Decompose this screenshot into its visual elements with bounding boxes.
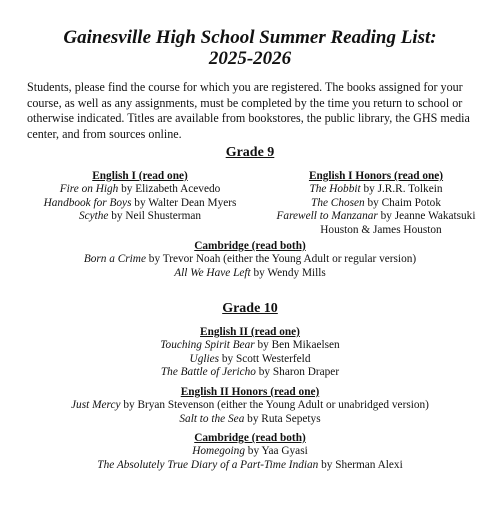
book-entry: Just Mercy by Bryan Stevenson (either the Young Adult or unabridged version) xyxy=(71,399,429,412)
book-entry: All We Have Left by Wendy Mills xyxy=(174,266,326,279)
book-entry: The Absolutely True Diary of a Part-Time Indian by Sherman Alexi xyxy=(97,458,403,471)
book-entry-continued: Houston & James Houston xyxy=(320,223,442,236)
english-2-honors-section xyxy=(0,386,500,426)
section-title: Cambridge (read both) xyxy=(194,240,306,252)
page-title: Gainesville High School Summer Reading List: xyxy=(63,27,437,48)
english-1-section xyxy=(20,170,260,224)
section-title: English I Honors (read one) xyxy=(308,170,444,182)
grade-10-heading: Grade 10 xyxy=(222,301,278,316)
book-entry: Fire on High by Elizabeth Acevedo xyxy=(59,183,221,196)
book-entry: The Battle of Jericho by Sharon Draper xyxy=(160,366,340,379)
book-entry: Handbook for Boys by Walter Dean Myers xyxy=(43,196,237,209)
english-2-section xyxy=(0,326,500,380)
section-title: English I (read one) xyxy=(92,170,188,182)
section-title: English II Honors (read one) xyxy=(180,386,320,398)
book-entry: Scythe by Neil Shusterman xyxy=(78,210,202,223)
book-entry: Salt to the Sea by Ruta Sepetys xyxy=(179,412,321,425)
intro-paragraph: Students, please find the course for which you are registered. The books assigned for your course, as well as any assignments, must be completed by the time you return to school or otherwise indicated. Titles are available from bookstores, the public library, the GHS media center, and from sources online. xyxy=(27,80,470,141)
cambridge-9-section xyxy=(0,240,500,280)
book-entry: The Chosen by Chaim Potok xyxy=(311,196,441,209)
grade-9-heading: Grade 9 xyxy=(225,145,275,160)
section-title: Cambridge (read both) xyxy=(194,432,306,444)
page-subtitle-year: 2025-2026 xyxy=(208,48,292,69)
book-entry: Uglies by Scott Westerfeld xyxy=(189,352,311,365)
cambridge-10-section xyxy=(0,432,500,472)
book-entry: Homegoing by Yaa Gyasi xyxy=(192,445,308,458)
book-entry: Born a Crime by Trevor Noah (either the Young Adult or regular version) xyxy=(83,253,417,266)
book-entry: Farewell to Manzanar by Jeanne Wakatsuki xyxy=(276,210,476,223)
book-entry: Touching Spirit Bear by Ben Mikaelsen xyxy=(160,339,340,352)
section-title: English II (read one) xyxy=(200,326,300,338)
english-1-honors-section xyxy=(258,170,494,237)
book-entry: The Hobbit by J.R.R. Tolkein xyxy=(309,183,443,196)
